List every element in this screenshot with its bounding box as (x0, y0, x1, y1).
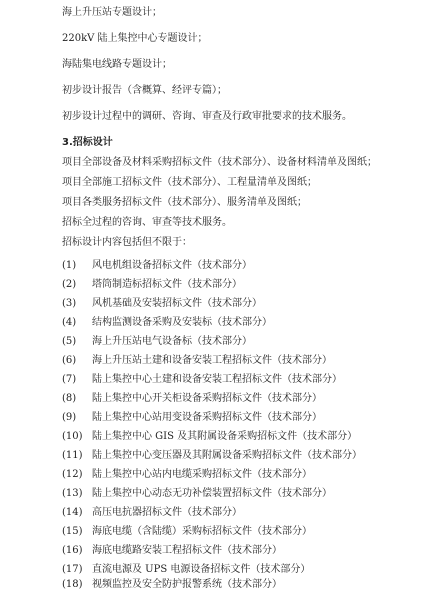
list-item-number: (3) (62, 298, 77, 309)
list-item-number: (11) (62, 450, 83, 461)
list-item-text: 陆上集控中心变压器及其附属设备采购招标文件（技术部分） (92, 450, 362, 461)
section-heading: 3.招标设计 (62, 137, 113, 148)
list-item-text: 高压电抗器招标文件（技术部分） (92, 507, 242, 518)
list-item-number: (2) (62, 279, 77, 290)
section-line-2: 项目全部施工招标文件（技术部分）、工程量清单及图纸； (62, 177, 317, 188)
list-item-number: (5) (62, 336, 77, 347)
list-item-text: 海上升压站土建和设备安装工程招标文件（技术部分） (92, 355, 332, 366)
list-item-text: 结构监测设备采购及安装标（技术部分） (92, 317, 272, 328)
list-item-number: (14) (62, 507, 83, 518)
intro-line-3: 海陆集电线路专题设计； (62, 59, 172, 70)
list-item-number: (7) (62, 374, 77, 385)
section-line-5: 招标设计内容包括但不限于： (62, 237, 192, 248)
list-item-text: 海底电缆路安装工程招标文件（技术部分） (92, 545, 282, 556)
list-item-text: 海上升压站电气设备标（技术部分） (92, 336, 252, 347)
list-item-text: 直流电源及 UPS 电源设备招标文件（技术部分） (92, 564, 311, 575)
intro-line-5: 初步设计过程中的调研、咨询、审查及行政审批要求的技术服务。 (62, 111, 352, 122)
intro-line-1: 海上升压站专题设计； (62, 7, 162, 18)
section-line-4: 招标全过程的咨询、审查等技术服务。 (62, 217, 232, 228)
list-item-number: (4) (62, 317, 77, 328)
intro-line-2: 220kV 陆上集控中心专题设计； (62, 33, 208, 44)
list-item-text: 风电机组设备招标文件（技术部分） (92, 260, 252, 271)
list-item-text: 风机基础及安装招标文件（技术部分） (92, 298, 262, 309)
list-item-text: 海底电缆（含陆缆）采购标招标文件（技术部分） (92, 526, 312, 537)
list-item-text: 陆上集控中心 GIS 及其附属设备采购招标文件（技术部分） (92, 431, 358, 442)
section-line-3: 项目各类服务招标文件（技术部分）、服务清单及图纸； (62, 197, 307, 208)
list-item-number: (15) (62, 526, 83, 537)
list-item-number: (10) (62, 431, 83, 442)
list-item-number: (6) (62, 355, 77, 366)
list-item-number: (18) (62, 579, 83, 590)
list-item-text: 陆上集控中心动态无功补偿装置招标文件（技术部分） (92, 488, 332, 499)
list-item-number: (8) (62, 393, 77, 404)
list-item-number: (9) (62, 412, 77, 423)
list-item-number: (1) (62, 260, 77, 271)
list-item-number: (17) (62, 564, 83, 575)
list-item-text: 塔筒制造标招标文件（技术部分） (92, 279, 242, 290)
list-item-number: (12) (62, 469, 83, 480)
list-item-text: 陆上集控中心开关柜设备采购招标文件（技术部分） (92, 393, 322, 404)
list-item-text: 陆上集控中心站内电缆采购招标文件（技术部分） (92, 469, 312, 480)
list-item-text: 视频监控及安全防护报警系统（技术部分） (92, 579, 282, 590)
list-item-number: (13) (62, 488, 83, 499)
list-item-text: 陆上集控中心土建和设备安装工程招标文件（技术部分） (92, 374, 342, 385)
list-item-number: (16) (62, 545, 83, 556)
intro-line-4: 初步设计报告（含概算、经评专篇）； (62, 85, 227, 96)
section-line-1: 项目全部设备及材料采购招标文件（技术部分）、设备材料清单及图纸； (62, 157, 377, 168)
list-item-text: 陆上集控中心站用变设备采购招标文件（技术部分） (92, 412, 322, 423)
